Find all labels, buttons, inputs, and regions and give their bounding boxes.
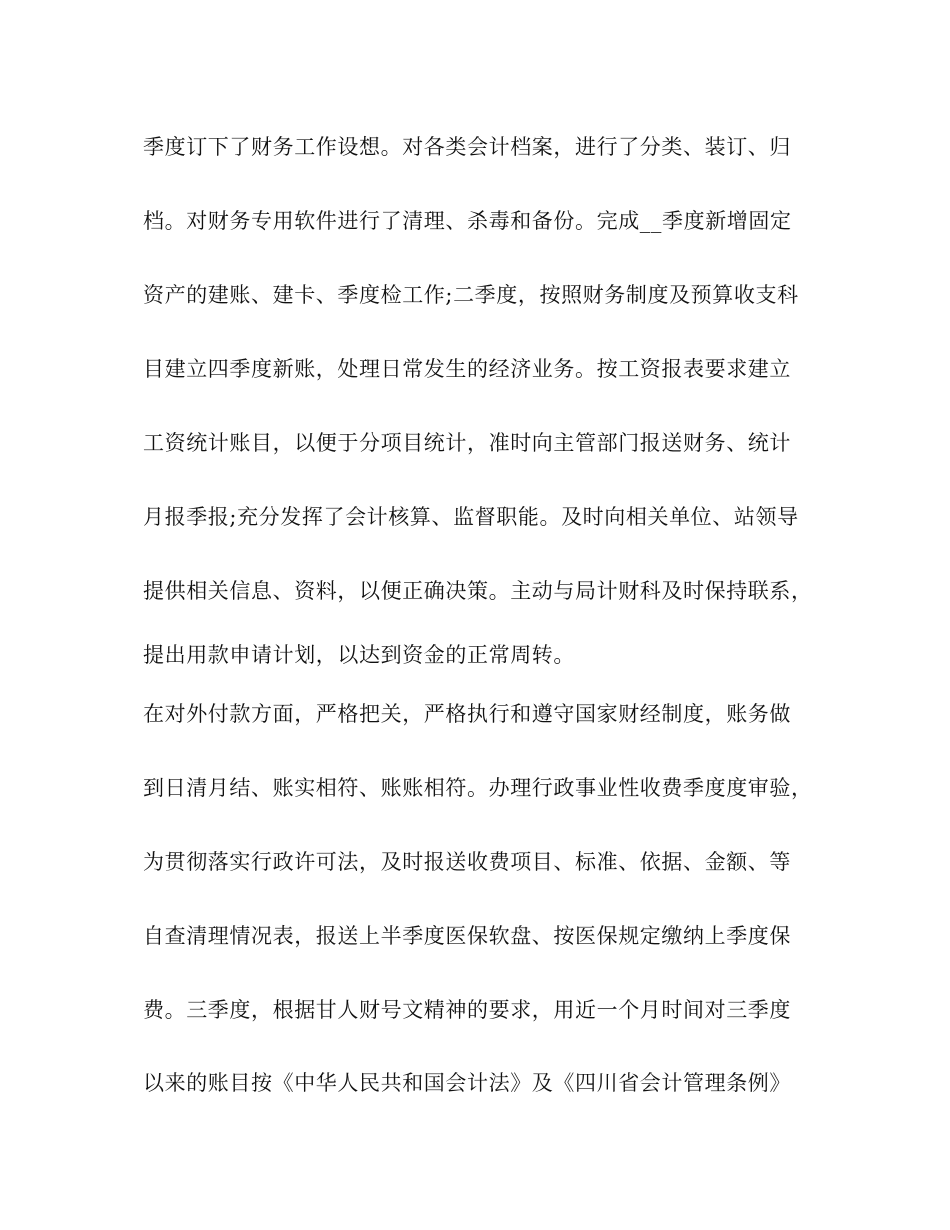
paragraph-1-line-5: 工资统计账目，以便于分项目统计，准时向主管部门报送财务、统计 [143, 431, 791, 455]
paragraph-1-line-4: 目建立四季度新账，处理日常发生的经济业务。按工资报表要求建立 [143, 357, 791, 381]
paragraph-2-line-6: 以来的账目按《中华人民共和国会计法》及《四川省会计管理条例》 [143, 1071, 791, 1095]
paragraph-2-line-4: 自查清理情况表，报送上半季度医保软盘、按医保规定缴纳上季度保 [143, 924, 791, 948]
paragraph-2-line-3: 为贯彻落实行政许可法，及时报送收费项目、标准、依据、金额、等 [143, 850, 791, 874]
paragraph-1-line-7: 提供相关信息、资料，以便正确决策。主动与局计财科及时保持联系， [143, 579, 813, 603]
paragraph-1-line-2: 档。对财务专用软件进行了清理、杀毒和备份。完成__季度新增固定 [143, 209, 792, 233]
paragraph-2-line-2: 到日清月结、账实相符、账账相符。办理行政事业性收费季度度审验， [143, 776, 813, 800]
paragraph-2-line-1: 在对外付款方面，严格把关，严格执行和遵守国家财经制度，账务做 [143, 702, 791, 726]
paragraph-1-line-8: 提出用款申请计划，以达到资金的正常周转。 [143, 643, 575, 667]
paragraph-1-line-1: 季度订下了财务工作设想。对各类会计档案，进行了分类、装订、归 [143, 135, 791, 159]
paragraph-2-line-5: 费。三季度，根据甘人财号文精神的要求，用近一个月时间对三季度 [143, 998, 791, 1022]
paragraph-1-line-6: 月报季报;充分发挥了会计核算、监督职能。及时向相关单位、站领导 [143, 505, 799, 529]
paragraph-1-line-3: 资产的建账、建卡、季度检工作;二季度，按照财务制度及预算收支科 [143, 283, 799, 307]
